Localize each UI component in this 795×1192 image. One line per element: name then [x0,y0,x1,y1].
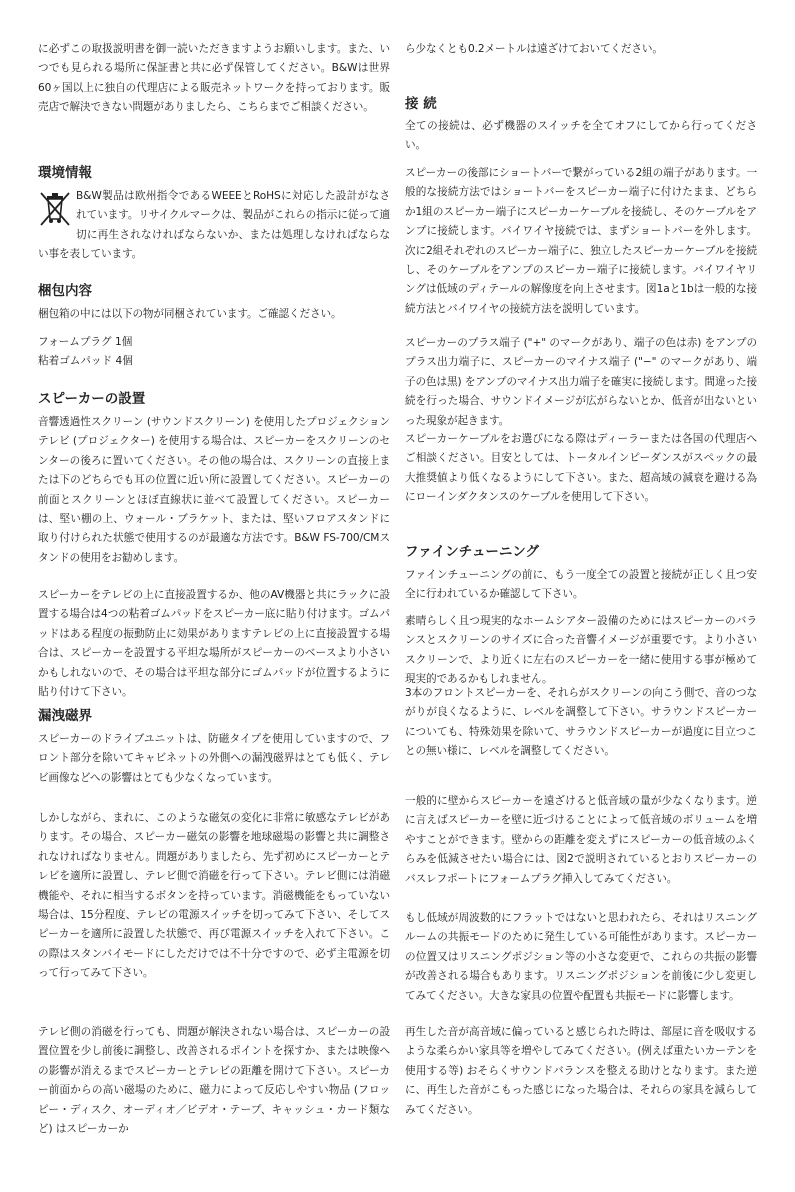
connection-heading: 接 続 [405,96,437,112]
connection-paragraph-4: スピーカーケーブルをお選びになる際はディーラーまたは各国の代理店へご相談ください。目安としては、トータルインピーダンスがスペックの最大推奨値より低くなるようにして下さい。また、超高域の減衰を避ける為にローインダクタンスのケーブルを使用して下さい。 [405,433,757,504]
fine-tuning-paragraph-5: もし低域が周波数的にフラットではないと思われたら、それはリスニングルームの共振モードのために発生している可能性があります。スピーカーの位置又はリスニングポジション等の小さな変更で、これらの共振の影響が改善される場合もあります。リスニングポジションを前後に少し変更してみてください。大きな家具の位置や配置も共振モードに影響します。 [405,912,757,1002]
continuation-paragraph: ら少なくとも0.2メートルは遠ざけておいてください。 [405,43,663,55]
leakage-paragraph-3: テレビ側の消磁を行っても、問題が解決されない場合は、スピーカーの設置位置を少し前後に調整し、改善されるポイントを探すか、または映像への影響が消えるまでスピーカーとテレビの距離を開けて下さい。スピーカー前面からの高い磁場のために、磁力によって反応しやすい物品 (フロッピー・ディスク、オーディオ／ビデオ・テープ、キャッシュ・カード類など) はスピーカーか [38,1026,390,1136]
leakage-paragraph-2: しかしながら、まれに、このような磁気の変化に非常に敏感なテレビがあります。その場合、スピーカー磁気の影響を地球磁場の影響と共に調整されなければなりません。問題がありましたら、先ず初めにスピーカーとテレビを適所に設置し、テレビ側で消磁を行って下さい。テレビ側には消磁機能や、それに相当するボタンを持っています。消磁機能をもっていない場合は、15分程度、テレビの電源スイッチを切ってみて下さい、そしてスピーカーを適所に設置した状態で、再び電源スイッチを入れて下さい。この際はスタンバイモードにしただけでは不十分ですので、必ず主電源を切って行ってみて下さい。 [38,812,390,980]
leakage-heading: 漏洩磁界 [38,708,92,724]
fine-tuning-heading: ファインチューニング [405,544,540,560]
package-heading: 梱包内容 [38,283,92,299]
list-item: 粘着ゴムパッド 4個 [38,355,133,368]
package-list [38,333,390,372]
connection-paragraph-1: 全ての接続は、必ず機器のスイッチを全てオフにしてから行ってください。 [405,120,757,152]
fine-tuning-paragraph-2: 素晴らしく且つ現実的なホームシアター設備のためにはスピーカーのバランスとスクリーンのサイズに合った音響イメージが重要です。より小さいスクリーンで、より近くに左右のスピーカーを一緒に使用する事が極めて現実的であるかもしれません。 [405,615,757,686]
fine-tuning-paragraph-3: 3本のフロントスピーカーを、それらがスクリーンの向こう側で、音のつながりが良くなるように、レベルを調整して下さい。サラウンドスピーカーについても、特殊効果を除いて、サラウンドスピーカーが過度に目立つことの無い様に、レベルを調整してください。 [405,687,757,758]
placement-paragraph-1: 音響透過性スクリーン (サウンドスクリーン) を使用したプロジェクションテレビ (プロジェクター) を使用する場合は、スピーカーをスクリーンのセンターの後ろに置いてください。その他の場合は、スクリーンの直接上または下のどちらでも耳の位置に近い所に設置してください。スピーカーの前面とスクリーンとほぼ直線状に並べて設置してください。スピーカーは、堅い棚の上、ウォール・ブラケット、または、堅いフロアスタンドに取り付けられた状態で使用するのが最適な方法です。B&W FS-700/CMスタンドの使用をお勧めします。 [38,416,390,564]
crossed-bin-icon [38,189,72,229]
placement-paragraph-2: スピーカーをテレビの上に直接設置するか、他のAV機器と共にラックに設置する場合は4つの粘着ゴムパッドをスピーカー底に貼り付けます。ゴムパッドはある程度の振動防止に効果がありますテレビの上に直接設置する場合は、スピーカーを設置する平坦な場所がスピーカーのベースより小さいかもしれないので、その場合は平坦な部分にゴムパッドが位置するように貼り付けて下さい。 [38,589,390,699]
environment-paragraph [38,187,390,265]
fine-tuning-paragraph-4: 一般的に壁からスピーカーを遠ざけると低音域の量が少なくなります。逆に言えばスピーカーを壁に近づけることによって低音域のボリュームを増やすことができます。壁からの距離を変えずにスピーカーの低音域のふくらみを低減させたい場合には、図2で説明されているとおりスピーカーのバスレフポートにフォームプラグ挿入してみてください。 [405,795,757,885]
package-paragraph: 梱包箱の中には以下の物が同梱されています。ご確認ください。 [38,308,342,320]
list-item: フォームプラグ 1個 [38,336,133,348]
environment-heading: 環境情報 [38,165,92,181]
connection-paragraph-2: スピーカーの後部にショートバーで繋がっている2組の端子があります。一般的な接続方法ではショートバーをスピーカー端子に付けたまま、どちらか1組のスピーカー端子にスピーカーケーブルを接続し、そのケーブルをアンプに接続します。バイワイヤ接続では、まずショートバーを外します。次に2組それぞれのスピーカー端子に、独立したスピーカーケーブルを接続し、そのケーブルをアンプのスピーカー端子に接続します。バイワイヤリングは低域のディテールの解像度を向上させます。図1aと1bは一般的な接続方法とバイワイヤの接続方法を説明しています。 [405,167,757,315]
fine-tuning-paragraph-1: ファインチューニングの前に、もう一度全ての設置と接続が正しく且つ安全に行われているか確認して下さい。 [405,569,757,601]
connection-paragraph-3: スピーカーのプラス端子 ("+" のマークがあり、端子の色は赤) をアンプのプラス出力端子に、スピーカーのマイナス端子 ("−" のマークがあり、端子の色は黒) をアンプのマイナス出力端子を確実に接続します。間違った接続を行った場合、サウンドイメージが広がらないとか、低音が出ないといった現象が起きます。 [405,337,757,427]
fine-tuning-paragraph-6: 再生した音が高音域に偏っていると感じられた時は、部屋に音を吸収するような柔らかい家具等を増やしてみてください。(例えば重たいカーテンを使用する等) おそらくサウンドバランスを整える助けとなります。また逆に、再生した音がこもった感じになった場合は、それらの家具を減らしてみてください。 [405,1026,757,1116]
intro-paragraph: に必ずこの取扱説明書を御一読いただきますようお願いします。また、いつでも見られる場所に保証書と共に必ず保管してください。B&Wは世界60ヶ国以上に独自の代理店による販売ネットワークを持っております。販売店で解決できない問題がありましたら、こちらまでご相談ください。 [38,43,390,114]
placement-heading: スピーカーの設置 [38,391,146,407]
leakage-paragraph-1: スピーカーのドライブユニットは、防磁タイプを使用していますので、フロント部分を除いてキャビネットの外側への漏洩磁界はとても低く、テレビ画像などへの影響はとても少なくなっています。 [38,733,390,784]
environment-text: B&W製品は欧州指令であるWEEEとRoHSに対応した設計がなされています。リサイクルマークは、製品がこれらの指示に従って適切に再生されなければならないか、または処理しなければならない事を表しています。 [38,190,390,261]
